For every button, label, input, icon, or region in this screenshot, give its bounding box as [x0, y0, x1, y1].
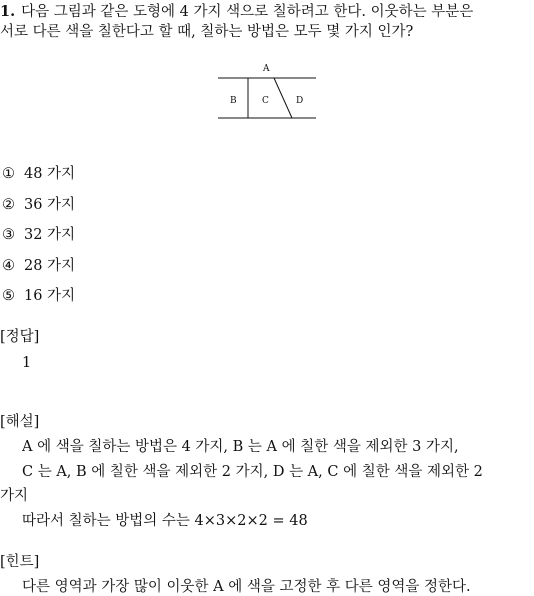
choice-5 [2, 287, 75, 305]
answer-heading: [정답] [0, 329, 40, 345]
figure-diagonal-divider [274, 78, 292, 118]
choice-5-mark: ⑤ [2, 288, 15, 304]
choice-4-mark: ④ [2, 258, 15, 274]
explanation-heading: [해설] [0, 414, 40, 430]
answer-value: 1 [22, 355, 32, 371]
choice-1-mark: ① [2, 166, 15, 182]
figure-label-a: A [263, 64, 270, 74]
choice-1-text: 48 가지 [24, 166, 76, 182]
question-line-2: 서로 다른 색을 칠한다고 할 때, 칠하는 방법은 모두 몇 가지 인가? [0, 24, 414, 40]
choice-1 [2, 165, 75, 183]
region-diagram [218, 60, 318, 122]
choice-3-text: 32 가지 [24, 227, 76, 243]
figure-label-c: C [262, 96, 269, 106]
figure-label-b: B [230, 96, 237, 106]
choice-3-mark: ③ [2, 227, 15, 243]
question-text-1: 다음 그림과 같은 도형에 4 가지 색으로 칠하려고 한다. 이웃하는 부분은 [21, 4, 474, 20]
choice-3 [2, 226, 75, 244]
choice-4 [2, 257, 75, 275]
hint-line-1: 다른 영역과 가장 많이 이웃한 A 에 색을 고정한 후 다른 영역을 정한다. [22, 579, 471, 595]
explanation-line-1: A 에 색을 칠하는 방법은 4 가지, B 는 A 에 칠한 색을 제외한 3 가지, [22, 439, 459, 455]
explanation-line-3: 가지 [0, 488, 29, 504]
region-figure [218, 60, 318, 122]
choice-4-text: 28 가지 [24, 258, 76, 274]
figure-label-d: D [296, 96, 304, 106]
explanation-line-2: C 는 A, B 에 칠한 색을 제외한 2 가지, D 는 A, C 에 칠한 색을 제외한 2 [22, 464, 483, 480]
hint-heading: [힌트] [0, 554, 40, 570]
question-line-1 [0, 3, 473, 21]
choice-5-text: 16 가지 [24, 288, 76, 304]
choice-2 [2, 196, 75, 214]
choice-2-text: 36 가지 [24, 197, 76, 213]
explanation-line-4: 따라서 칠하는 방법의 수는 4×3×2×2 = 48 [22, 513, 308, 529]
question-number: 1. [0, 3, 16, 20]
choice-2-mark: ② [2, 197, 15, 213]
